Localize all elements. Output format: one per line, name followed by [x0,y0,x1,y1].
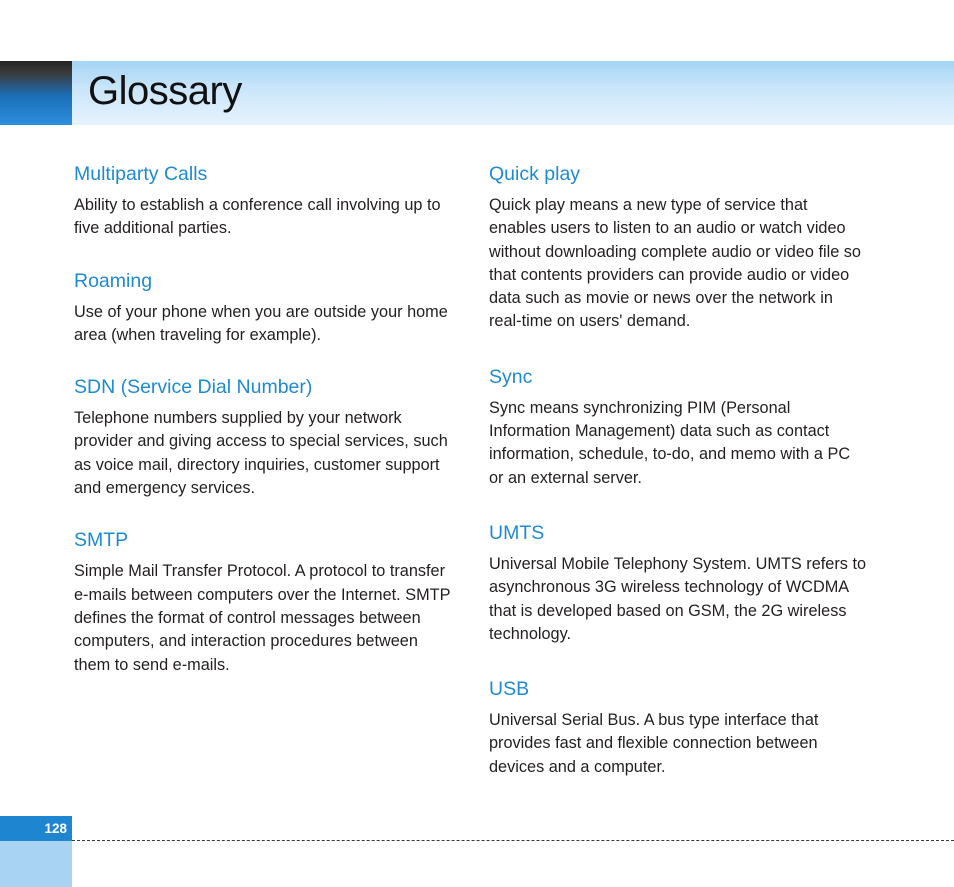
glossary-definition: Simple Mail Transfer Protocol. A protocol to transfer e-mails between computers over the Internet. SMTP defines the format of control messages between computers, and interaction procedures between them to send e-mails. [74,562,451,674]
glossary-term: Multiparty Calls [74,163,208,185]
page-number-box [0,816,72,841]
footer-dashed-divider [72,840,954,841]
glossary-entry-umts [489,520,869,646]
glossary-entry-multiparty-calls [74,161,454,241]
glossary-column-right [489,161,869,779]
glossary-entry-usb [489,676,869,779]
glossary-definition: Sync means synchronizing PIM (Personal Information Management) data such as contact information, schedule, to-do, and memo with a PC or an external server. [489,398,851,487]
glossary-entry-smtp [74,527,454,676]
glossary-entry-sync [489,364,869,490]
glossary-term: SMTP [74,529,129,552]
glossary-entry-roaming [74,268,454,348]
page-title: Glossary [88,69,242,113]
glossary-definition: Quick play means a new type of service that enables users to listen to an audio or watch video without downloading complete audio or video file so that contents providers can provide audio or video data such as movie or news over the network in real-time on users' demand. [489,196,861,331]
glossary-term: Roaming [74,269,153,292]
glossary-term: Sync [489,365,533,388]
glossary-term: UMTS [489,521,545,544]
glossary-entry-sdn [74,374,454,500]
glossary-term: Quick play [489,163,581,185]
glossary-term: USB [489,678,530,701]
glossary-definition: Ability to establish a conference call involving up to five additional parties. [74,196,441,238]
glossary-definition: Telephone numbers supplied by your network provider and giving access to special services, such as voice mail, directory inquiries, customer support and emergency services. [74,409,448,498]
glossary-definition: Use of your phone when you are outside your home area (when traveling for example). [74,302,448,344]
header-accent-block [0,61,72,125]
glossary-definition: Universal Mobile Telephony System. UMTS refers to asynchronous 3G wireless technology of WCDMA that is developed based on GSM, the 2G wireless technology. [489,554,867,643]
glossary-term: SDN (Service Dial Number) [74,376,313,399]
glossary-entry-quick-play [489,161,869,334]
glossary-definition: Universal Serial Bus. A bus type interface that provides fast and flexible connection between devices and a computer. [489,711,819,776]
page-number: 128 [44,821,67,836]
glossary-column-left [74,161,454,677]
